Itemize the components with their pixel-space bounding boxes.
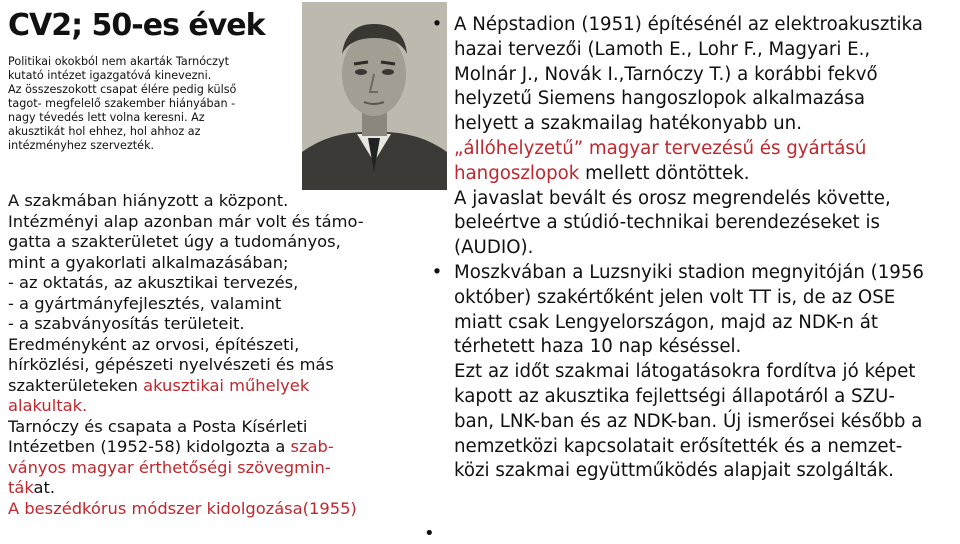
text-line: hazai tervezői (Lamoth E., Lohr F., Magyari E., — [454, 38, 871, 60]
text-line — [454, 162, 955, 187]
text-line: október) szakértőként jelen volt TT is, de az OSE — [454, 286, 896, 308]
text-line: Moszkvában a Luzsnyiki stadion megnyitóján (1956 — [454, 261, 925, 283]
text-line — [8, 376, 408, 397]
portrait-photo — [302, 2, 447, 190]
highlight-standard-cont: ványos magyar érthetőségi szövegmin- — [8, 457, 331, 477]
bullet-icon: • — [431, 261, 443, 283]
bullet-item-nepstadion — [430, 13, 955, 261]
highlight-workshops: akusztikai műhelyek — [143, 375, 310, 395]
text-line: (AUDIO). — [454, 237, 534, 259]
text-line: Intézményi alap azonban már volt és támo- — [8, 211, 364, 231]
bullet-item-moscow — [430, 261, 955, 484]
text-line: nemzetközi kapcsolatait erősítették és a nemzet- — [454, 435, 903, 457]
empty-bullet-icon: • — [424, 523, 435, 544]
note-line: nagy tévedés lett volna keresni. Az — [8, 111, 205, 124]
text-line: Tarnóczy és csapata a Posta Kísérleti — [8, 416, 308, 436]
portrait-illustration — [302, 2, 447, 190]
text-line: - az oktatás, az akusztikai tervezés, — [8, 273, 299, 292]
text-line: ban, LNK-ban és az NDK-ban. Új ismerősei később a — [454, 410, 923, 432]
text-line: helyzetű Siemens hangoszlopok alkalmazása — [454, 88, 866, 110]
text-line: Ezt az időt szakmai látogatásokra fordítva jó képet — [454, 361, 916, 383]
text-fragment: mellett döntöttek. — [579, 162, 750, 184]
highlight-standard-end: ták — [8, 478, 34, 497]
left-column — [8, 191, 408, 519]
slide-title: CV2; 50-es évek — [8, 8, 265, 43]
text-line: gatta a szakterületet úgy a tudományos, — [8, 232, 341, 251]
highlight-standard: szab- — [290, 437, 334, 456]
note-line: akusztikát hol ehhez, hol ahhoz az — [8, 125, 201, 138]
text-fragment: Intézetben (1952-58) kidolgozta a — [8, 437, 291, 456]
note-line: tagot- megfelelő szakember hiányában - — [8, 97, 236, 110]
text-line: térhetett haza 10 nap késéssel. — [454, 336, 742, 358]
text-line: Eredményként az orvosi, építészeti, — [8, 334, 300, 354]
bullet-icon: • — [431, 14, 443, 35]
text-line — [8, 437, 408, 458]
text-fragment: at. — [33, 478, 56, 497]
intro-note — [8, 55, 298, 153]
right-column — [430, 13, 955, 484]
text-line: A szakmában hiányzott a központ. — [8, 191, 289, 210]
text-line: - a gyártmányfejlesztés, valamint — [8, 293, 282, 313]
text-line: A javaslat bevált és orosz megrendelés követte, — [454, 187, 891, 209]
highlight-speech-choir: A beszédkórus módszer kidolgozása(1955) — [8, 498, 357, 518]
text-fragment: szakterületeken — [8, 375, 144, 395]
text-line — [8, 478, 408, 499]
highlight-workshops-end: alakultak. — [8, 396, 88, 415]
note-line: kutató intézet igazgatóvá kinevezni. — [8, 69, 212, 82]
note-line: intézményhez szervezték. — [8, 139, 155, 152]
text-line: kapott az akusztika fejlettségi állapotáról a SZU- — [454, 385, 895, 407]
highlight-columns: hangoszlopok — [454, 162, 580, 184]
text-line: beleértve a stúdió-technikai berendezéseket is — [454, 212, 880, 234]
highlight-standing-columns: „állóhelyzetű” magyar tervezésű és gyártású — [454, 137, 867, 159]
text-line: közi szakmai együttműködés alapjait szolgálták. — [454, 460, 894, 482]
text-line: A Népstadion (1951) építésénél az elektroakusztika — [454, 14, 923, 35]
note-line: Az összeszokott csapat élére pedig külső — [8, 83, 237, 96]
text-line: Molnár J., Novák I.,Tarnóczy T.) a korábbi fekvő — [454, 63, 878, 85]
text-line: miatt csak Lengyelországon, majd az NDK-n át — [454, 311, 878, 333]
text-line: mint a gyakorlati alkalmazásában; — [8, 252, 289, 272]
text-line: hírközlési, gépészeti nyelvészeti és más — [8, 355, 334, 374]
note-line: Politikai okokból nem akarták Tarnóczyt — [8, 55, 230, 68]
text-line: helyett a szakmailag hatékonyabb un. — [454, 113, 802, 135]
text-line: - a szabványosítás területeit. — [8, 314, 245, 333]
